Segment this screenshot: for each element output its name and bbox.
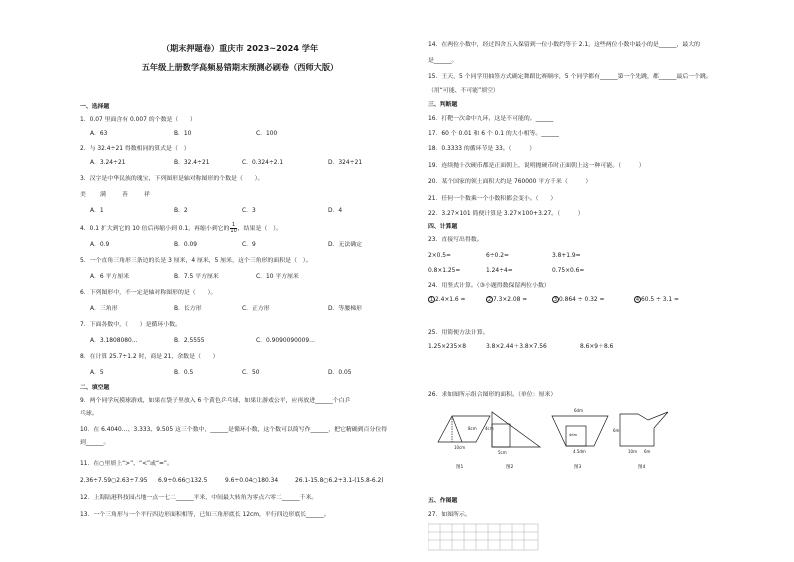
- section-draw: 五、作图题: [428, 498, 458, 504]
- question-23: 23．直接写出得数。: [428, 237, 483, 243]
- exam-title-line1: （期末押题卷）重庆市 2023~2024 学年: [161, 43, 319, 53]
- composite-figures: [428, 402, 764, 480]
- fraction: $\frac{1}{10}$: [230, 222, 237, 234]
- option: D．4: [328, 208, 343, 214]
- question-15-line1: 15．王天，5 个同学用抽签方式确定舞蹈比赛顺序，5 个同学都有______第一个先跳，都______最后一个跳。: [428, 74, 712, 80]
- inner-rectangle: [492, 424, 510, 447]
- option: A．1: [90, 208, 104, 214]
- compare-item: 2.36÷7.59○2.63÷7.95: [80, 478, 148, 484]
- calc-item: 0.8×1.25=: [428, 268, 461, 274]
- char: 善: [122, 192, 128, 198]
- grid-figure: [428, 522, 548, 552]
- question-21: 21．任何一个数乘一个小数积都会变小。（ ）: [428, 196, 557, 202]
- question-26: 26．求如图所示组合图形的面积。（单位：厘米）: [428, 392, 557, 398]
- calc-item: 1.24÷4=: [486, 268, 513, 274]
- figure-1: [438, 416, 490, 470]
- figure-2: [485, 412, 540, 470]
- option: B．长方形: [174, 306, 202, 312]
- question-6: 6．下列图形中，不一定是轴对称图形的是（ ）。: [80, 290, 217, 296]
- compare-item: 26.1-15.8○6.2÷3.1-(15.8-6.2): [295, 478, 384, 484]
- dim-label: 4.5dm: [573, 449, 586, 454]
- simplify-item: 3.8×2.44＋3.8×7.56: [486, 344, 547, 350]
- option: A．6 平方厘米: [90, 274, 130, 280]
- calc-item: 6÷0.2=: [486, 253, 509, 259]
- option: A．5: [90, 370, 104, 376]
- option: D．324÷21: [328, 160, 363, 166]
- circled-number: 3: [553, 297, 558, 303]
- question-7: 7．下面各数中，（ ）是循环小数。: [80, 322, 181, 328]
- compare-item: 6.9÷0.66○132.5: [158, 478, 208, 484]
- figure-4: [613, 412, 668, 470]
- option: C．50: [242, 370, 260, 376]
- question-5: 5．一个直角三角形三条边的长是 3 厘米，4 厘米，5 厘米，这个三角形的面积是（ ）。: [80, 258, 312, 264]
- question-11: 11．在○里填上“>”、“<”或“=”。: [80, 461, 173, 467]
- trapezoid-shape: [552, 416, 608, 446]
- vertical-calc-item: 3 0.864 ÷ 0.32 =: [553, 297, 605, 303]
- vertical-calc-item: 2 7.3×2.08 =: [487, 297, 528, 303]
- option: B．10: [174, 131, 192, 137]
- dim-label: 10m: [628, 449, 637, 454]
- dim-label: 6m: [613, 428, 620, 433]
- option: B．0.09: [174, 242, 198, 248]
- question-1: 1．0.07 里面含有 0.007 的个数是（ ）: [80, 117, 196, 123]
- grid-border: [428, 524, 538, 550]
- circled-number: 1: [429, 297, 434, 303]
- char: 满: [100, 192, 106, 198]
- option: A．3.24÷21: [90, 160, 126, 166]
- question-27: 27．如图所示。: [428, 512, 471, 518]
- section-judge: 三、判断题: [428, 102, 458, 108]
- figure-label: 图4: [638, 465, 646, 470]
- dim-label: 10cm: [454, 445, 466, 450]
- exam-title-line2: 五年级上册数学高频易错期末预测必刷卷（西师大版）: [141, 62, 339, 72]
- option: B．2.5555: [174, 338, 205, 344]
- figure-label: 图1: [456, 465, 464, 470]
- question-9-line2: 乓球。: [80, 411, 98, 417]
- question-8: 8．在计算 25.7÷1.2 时，商是 21，余数是（ ）: [80, 354, 219, 360]
- question-14-line1: 14．在两位小数中，经过四舍五入保留到一位小数约等于 2.1，这些两位小数中最小的是______，最大的: [428, 42, 701, 48]
- dim-label: 4dm: [569, 433, 578, 437]
- option: B．32.4÷21: [174, 160, 210, 166]
- question-10-line1: 10．在 6.4040…、3.333、9.505 这三个数中，______是循环小数，这个数可以简写作______，把它精确到百分位得: [80, 427, 388, 433]
- option: C．0.324÷2.1: [242, 160, 284, 166]
- calc-item: 0.75×0.6=: [552, 268, 585, 274]
- option: C．正方形: [242, 306, 270, 312]
- dim-label: 4cm: [485, 426, 494, 431]
- option: B．7.5 平方厘米: [174, 274, 219, 280]
- question-10-line2: 到______。: [80, 440, 110, 446]
- circled-number: 2: [487, 297, 492, 303]
- dim-label: 6m: [644, 449, 651, 454]
- question-4: 4．0.1 扩大到它的 10 倍后再缩小到 0.1，再缩小到它的 $\frac{1}{10}$ ，结果是（ ）。: [80, 222, 282, 234]
- option: A．三角形: [90, 306, 118, 312]
- option: D．等腰梯形: [328, 306, 362, 312]
- figure-label: 图3: [574, 465, 582, 470]
- question-22: 22．3.27×101 简便计算是 3.27×100+3.27。（ ）: [428, 211, 584, 217]
- simplify-item: 8.6×9＋8.6: [580, 344, 614, 350]
- option: A．3.1808080…: [90, 338, 138, 344]
- question-16: 16．打靶一次命中九环，这是不可能的。______: [428, 116, 554, 122]
- option: A．63: [90, 131, 108, 137]
- question-14-line2: 是______。: [428, 58, 458, 64]
- option: C．9: [242, 242, 256, 248]
- question-18: 18．0.3333 的循环节是 33。（ ）: [428, 146, 536, 152]
- question-25: 25．用简便方法计算。: [428, 330, 489, 336]
- circled-number: 4: [635, 297, 640, 303]
- section-compute: 四、计算题: [428, 224, 458, 230]
- option: C．3: [242, 208, 256, 214]
- option: C．0.9090090009…: [256, 338, 315, 344]
- question-13: 13．一个三角形与一个平行四边形面积相等，已知三角形底长 12cm，平行四边形底长______。: [80, 512, 330, 518]
- notched-shape: [620, 412, 668, 446]
- option: B．2: [174, 208, 188, 214]
- question-2: 2．与 32.4÷21 得数相同的算式是（ ）: [80, 146, 190, 152]
- question-19: 19．连续抛十次硬币都是正面朝上，说明抛硬币时正面朝上这一种可能。（ ）: [428, 163, 645, 169]
- question-9-line1: 9．两个同学玩摸球游戏，如果在袋子里放入 6 个黄色乒乓球，如果让游戏公平，应再放进______个白乒: [80, 398, 351, 404]
- calc-item: 2×0.5=: [428, 253, 451, 259]
- question-20: 20．某个国家的领土面积大约是 760000 平方千米（ ）: [428, 179, 592, 185]
- section-fill: 二、填空题: [80, 385, 110, 391]
- option: A．0.9: [90, 242, 110, 248]
- figure-3: [552, 408, 608, 470]
- dim-label: 6dm: [574, 408, 583, 413]
- compare-item: 9.6÷0.04○180.34: [225, 478, 279, 484]
- vertical-calc-item: 1 2.4×1.6 =: [429, 297, 466, 303]
- dim-label: 5cm: [498, 450, 507, 455]
- figure-label: 图2: [506, 465, 514, 470]
- option: C．100: [256, 131, 278, 137]
- question-15-line2: （用“可能、不可能”填空）: [428, 88, 499, 94]
- question-12: 12．上海陆港科技园占地一点一七二______平米，中间最大转角为零点六零二______千米。: [80, 495, 318, 501]
- diagonal-line: [452, 416, 462, 442]
- simplify-item: 1.25×235×8: [428, 344, 466, 350]
- parallelogram-shape: [438, 416, 490, 442]
- char: 祥: [144, 192, 150, 198]
- calc-item: 3.8+1.9=: [552, 253, 581, 259]
- triangle-shape: [492, 412, 540, 447]
- option: B．0.5: [174, 370, 194, 376]
- option: D．0.05: [328, 370, 352, 376]
- vertical-calc-item: 4 60.5 ÷ 3.1 =: [635, 297, 679, 303]
- question-24: 24．用竖式计算。（③小题得数保留两位小数）: [428, 283, 550, 289]
- char: 美: [80, 192, 86, 198]
- question-17: 17．60 个 0.01 和 6 个 0.1 的大小相等。______: [428, 131, 559, 137]
- dim-label: 8cm: [468, 426, 477, 431]
- option: D．无法确定: [328, 242, 362, 248]
- section-choice: 一、选择题: [80, 104, 110, 110]
- option: C．10 平方厘米: [256, 274, 299, 280]
- question-3: 3．汉字是中华民族的瑰宝，下列图形是轴对称图形的个数是（ ）。: [80, 176, 264, 182]
